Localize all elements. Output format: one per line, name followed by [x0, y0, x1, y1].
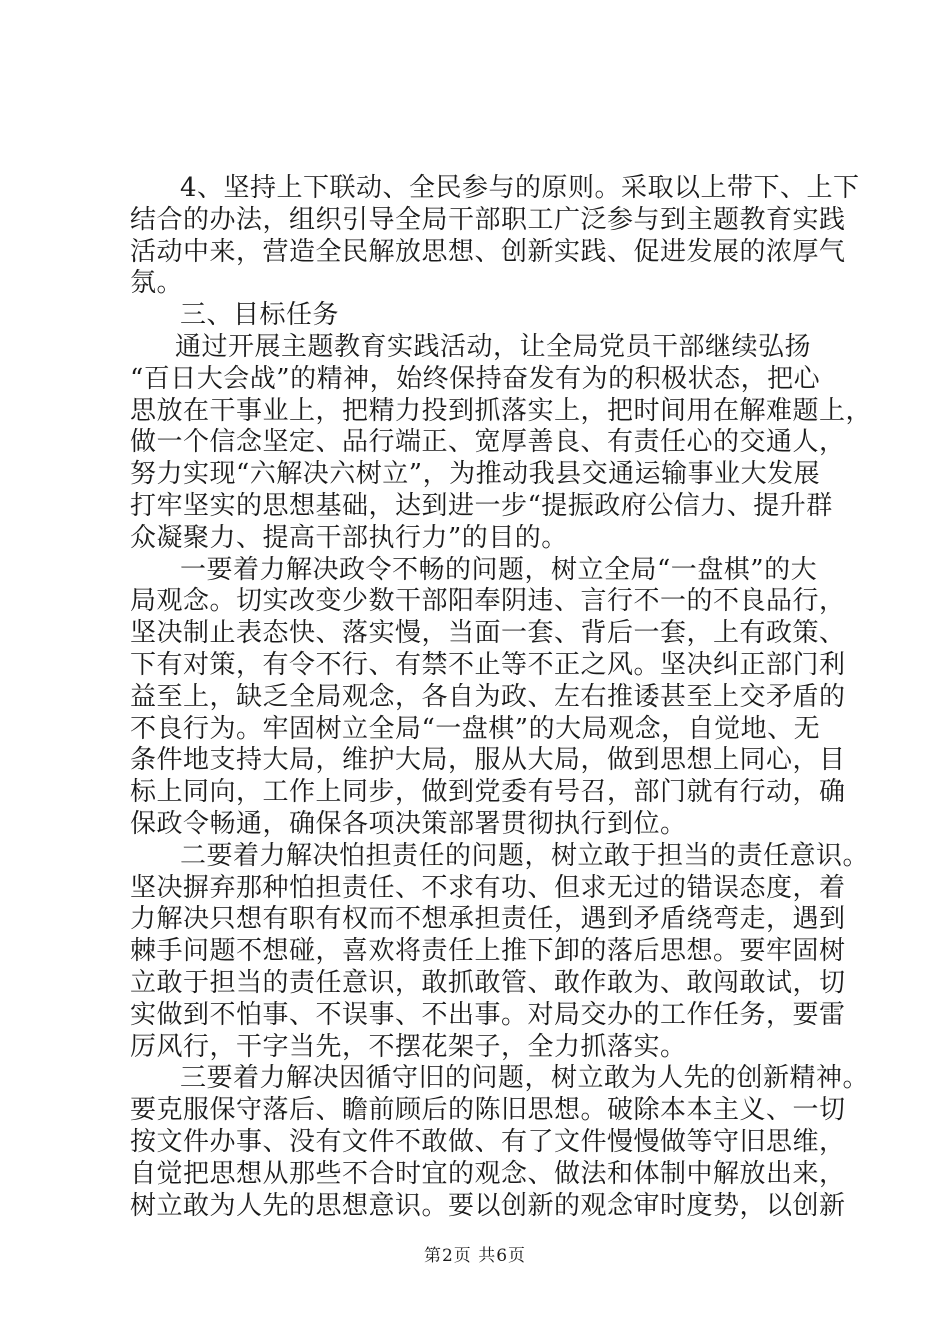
text-line: 二要着力解决怕担责任的问题，树立敢于担当的责任意识。	[180, 840, 870, 871]
text-line: 努力实现“六解决六树立”，为推动我县交通运输事业大发展	[130, 459, 821, 490]
text-line: 三要着力解决因循守旧的问题，树立敢为人先的创新精神。	[180, 1063, 870, 1094]
text-line: 坚决制止表态快、落实慢，当面一套、背后一套，上有政策、	[130, 618, 846, 649]
text-line: 坚决摒弃那种怕担责任、不求有功、但求无过的错误态度，着	[130, 872, 846, 903]
text-line: 树立敢为人先的思想意识。要以创新的观念审时度势，以创新	[130, 1190, 846, 1221]
section-heading: 三、目标任务	[180, 300, 340, 331]
text-line: 按文件办事、没有文件不敢做、有了文件慢慢做等守旧思维，	[130, 1126, 846, 1157]
text-line: 力解决只想有职有权而不想承担责任，遇到矛盾绕弯走，遇到	[130, 904, 846, 935]
text-line: 思放在干事业上，把精力投到抓落实上，把时间用在解难题上，	[130, 395, 873, 426]
text-line: “百日大会战”的精神，始终保持奋发有为的积极状态，把心	[130, 363, 821, 394]
text-line: 下有对策，有令不行、有禁不止等不正之风。坚决纠正部门利	[130, 649, 846, 680]
text-line: 局观念。切实改变少数干部阳奉阴违、言行不一的不良品行，	[130, 586, 846, 617]
text-line: 做一个信念坚定、品行端正、宽厚善良、有责任心的交通人，	[130, 427, 846, 458]
document-body	[130, 173, 873, 1222]
text-line: 条件地支持大局，维护大局，服从大局，做到思想上同心，目	[130, 745, 846, 776]
text-line: 一要着力解决政令不畅的问题，树立全局“一盘棋”的大	[180, 554, 818, 585]
text-line: 打牢坚实的思想基础，达到进一步“提振政府公信力、提升群	[130, 490, 833, 521]
text-line: 众凝聚力、提高干部执行力”的目的。	[130, 522, 568, 553]
text-line: 标上同向，工作上同步，做到党委有号召，部门就有行动，确	[130, 777, 846, 808]
text-line: 要克服保守落后、瞻前顾后的陈旧思想。破除本本主义、一切	[130, 1095, 846, 1126]
text-line: 4、坚持上下联动、全民参与的原则。采取以上带下、上下	[180, 173, 860, 203]
text-line: 自觉把思想从那些不合时宜的观念、做法和体制中解放出来，	[130, 1158, 846, 1189]
text-line: 厉风行，干字当先，不摆花架子，全力抓落实。	[130, 1031, 687, 1062]
text-line: 不良行为。牢固树立全局“一盘棋”的大局观念，自觉地、无	[130, 713, 821, 744]
text-line: 保政令畅通，确保各项决策部署贯彻执行到位。	[130, 808, 687, 839]
text-line: 立敢于担当的责任意识，敢抓敢管、敢作敢为、敢闯敢试，切	[130, 967, 846, 998]
page-number-footer: 第2页 共6页	[423, 1246, 527, 1266]
text-line: 结合的办法，组织引导全局干部职工广泛参与到主题教育实践	[130, 204, 846, 235]
text-line: 通过开展主题教育实践活动，让全局党员干部继续弘扬	[175, 331, 812, 362]
text-line: 益至上，缺乏全局观念，各自为政、左右推诿甚至上交矛盾的	[130, 681, 846, 712]
text-line: 实做到不怕事、不误事、不出事。对局交办的工作任务，要雷	[130, 999, 846, 1030]
text-line: 活动中来，营造全民解放思想、创新实践、促进发展的浓厚气	[130, 236, 846, 267]
text-line: 氛。	[130, 268, 184, 299]
text-line: 棘手问题不想碰，喜欢将责任上推下卸的落后思想。要牢固树	[130, 936, 846, 967]
